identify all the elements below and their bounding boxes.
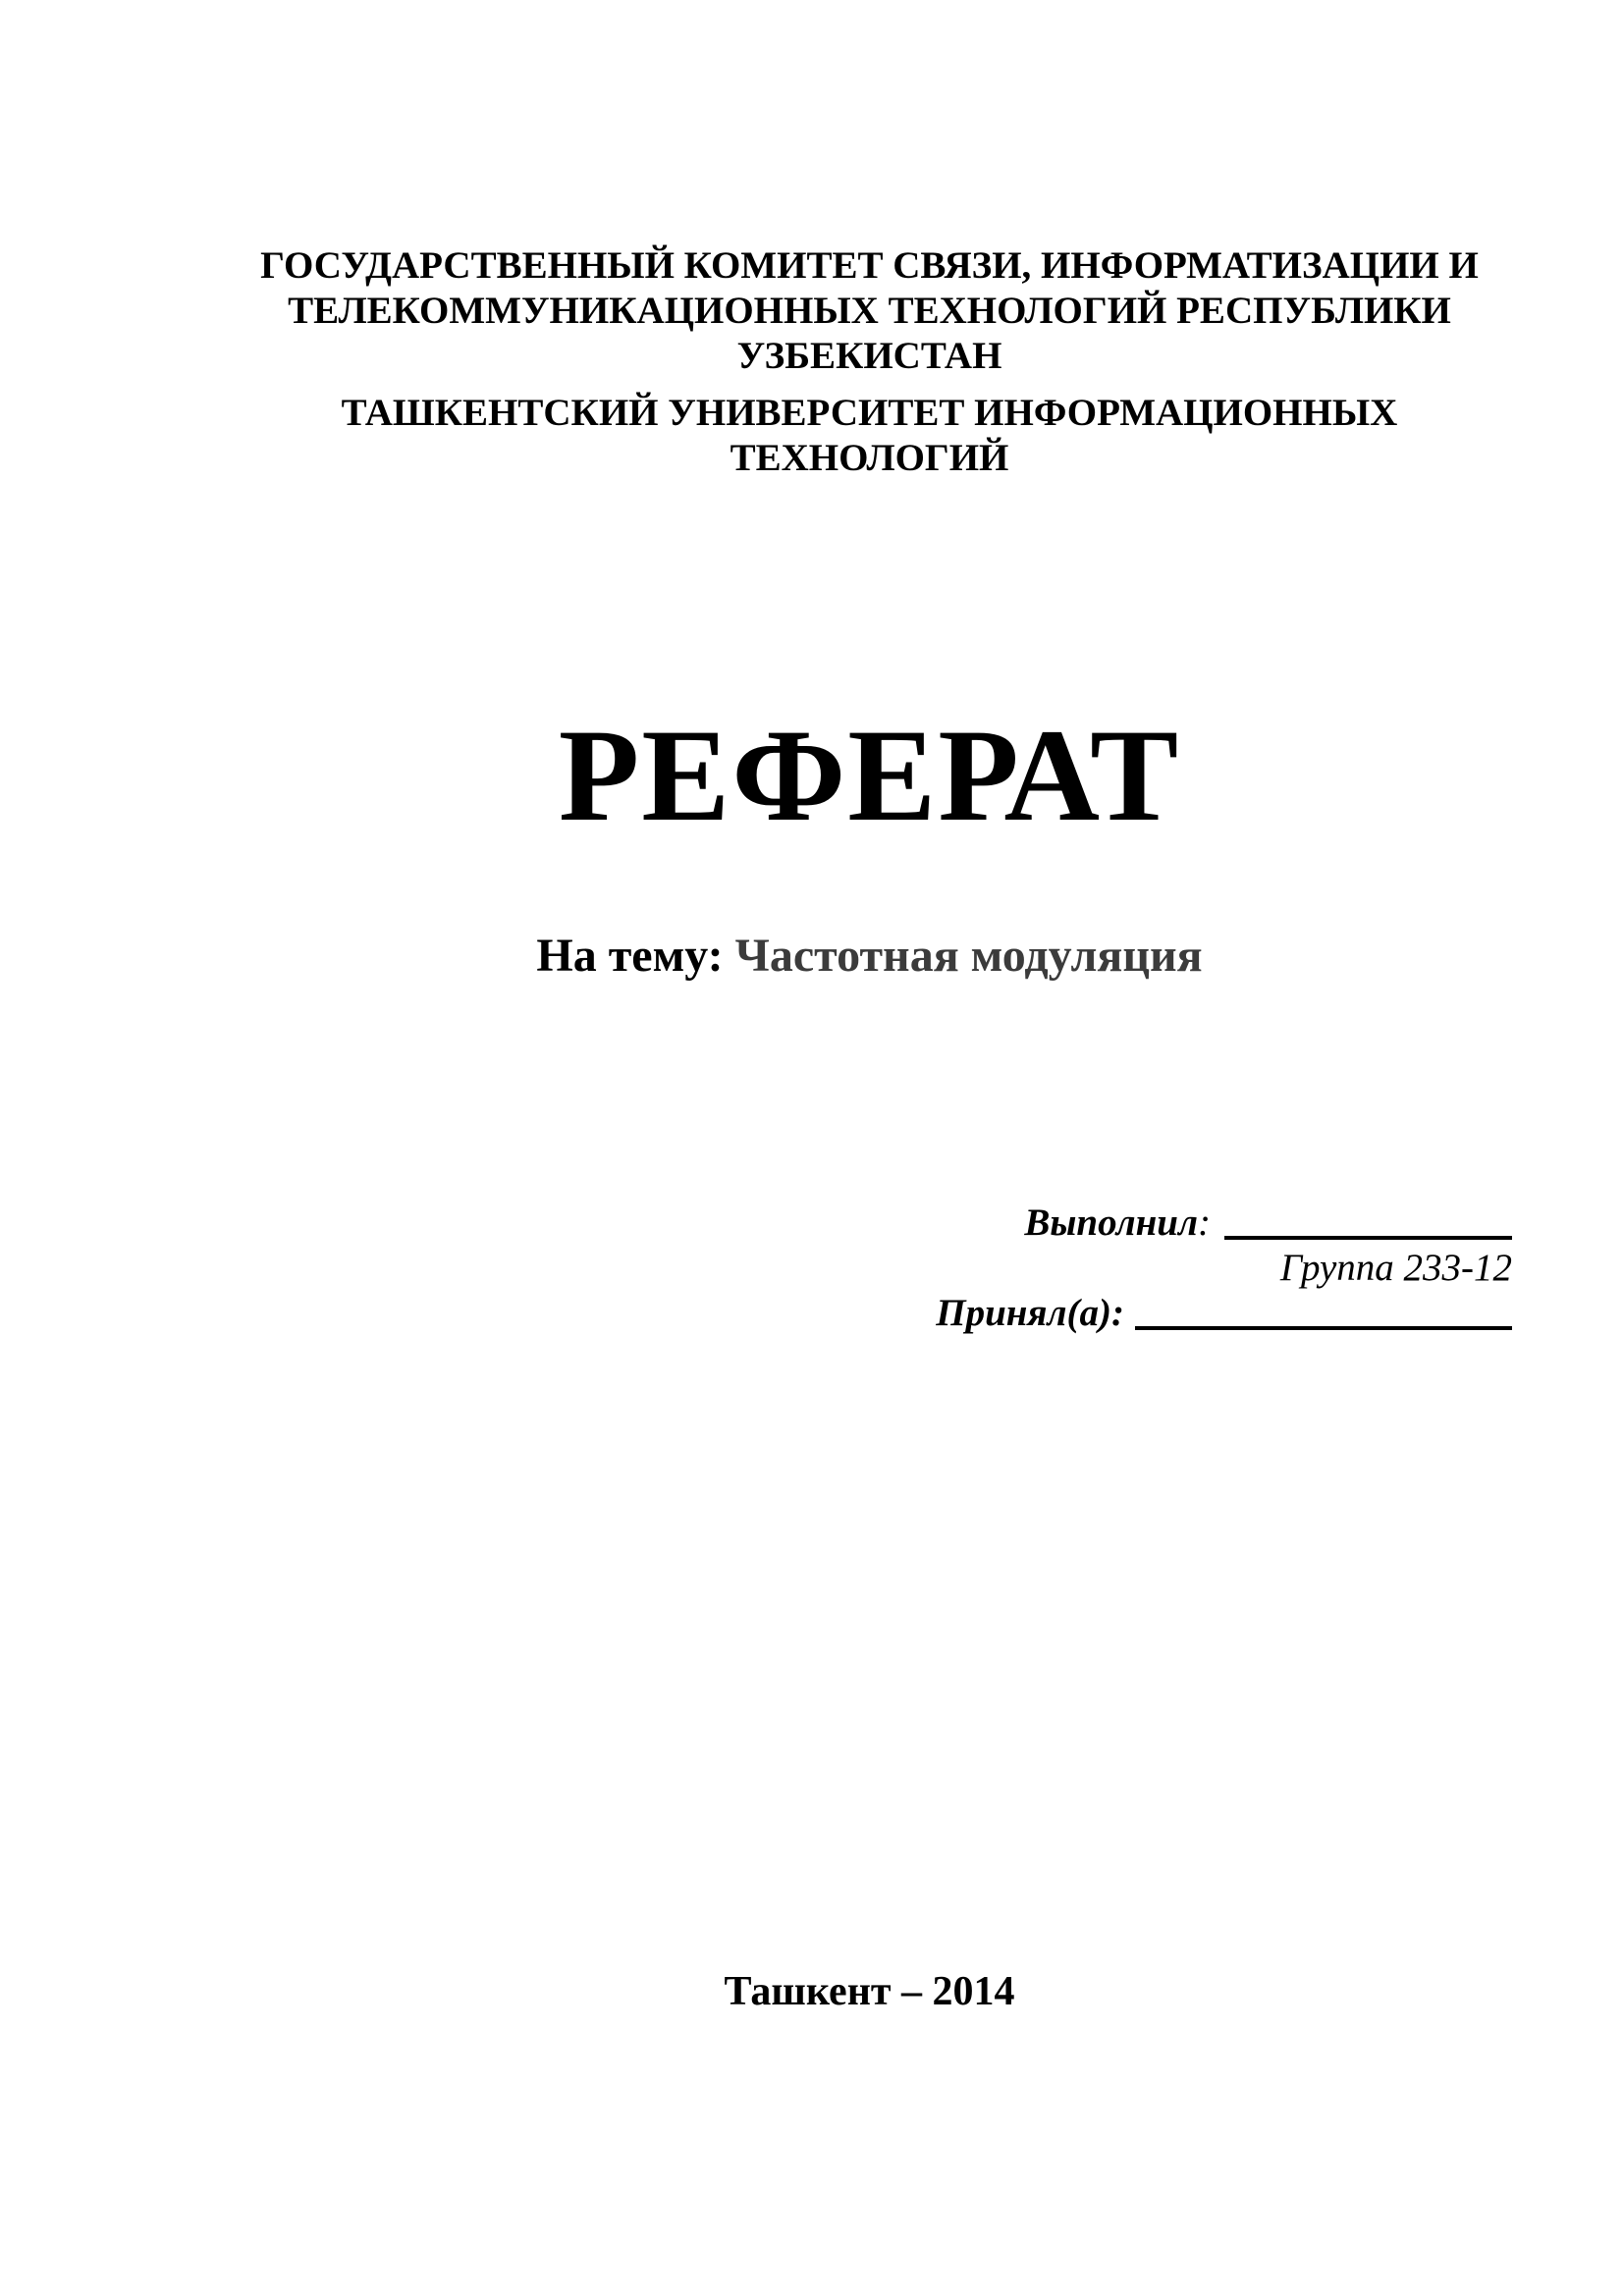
group-line: Группа 233-12 [1279, 1247, 1512, 1289]
committee-line-3: УЗБЕКИСТАН [736, 335, 1002, 377]
topic-label: На тему: [536, 930, 724, 982]
document-title: РЕФЕРАТ [558, 703, 1181, 849]
committee-line-2: ТЕЛЕКОММУНИКАЦИОННЫХ ТЕХНОЛОГИЙ РЕСПУБЛИКИ [288, 290, 1451, 332]
topic-line [232, 929, 1507, 984]
committee-line-1: ГОСУДАРСТВЕННЫЙ КОМИТЕТ СВЯЗИ, ИНФОРМАТИЗАЦИИ И [260, 244, 1479, 287]
university-name [232, 391, 1507, 481]
city-year: Ташкент – 2014 [724, 1969, 1015, 2014]
performed-blank-line [1224, 1210, 1512, 1240]
committee-name [232, 243, 1507, 379]
performed-label: Выполнил [1024, 1201, 1198, 1244]
accepted-line [936, 1291, 1512, 1336]
signature-block [936, 1201, 1512, 1336]
accepted-blank-line [1135, 1301, 1512, 1330]
organization-header [232, 243, 1507, 481]
accepted-label: Принял(а): [936, 1292, 1124, 1334]
performed-line [936, 1201, 1512, 1246]
topic-value: Частотная модуляция [734, 930, 1203, 982]
university-line-1: ТАШКЕНТСКИЙ УНИВЕРСИТЕТ ИНФОРМАЦИОННЫХ [341, 392, 1398, 434]
university-line-2: ТЕХНОЛОГИЙ [730, 437, 1009, 479]
performed-colon: : [1198, 1201, 1211, 1244]
